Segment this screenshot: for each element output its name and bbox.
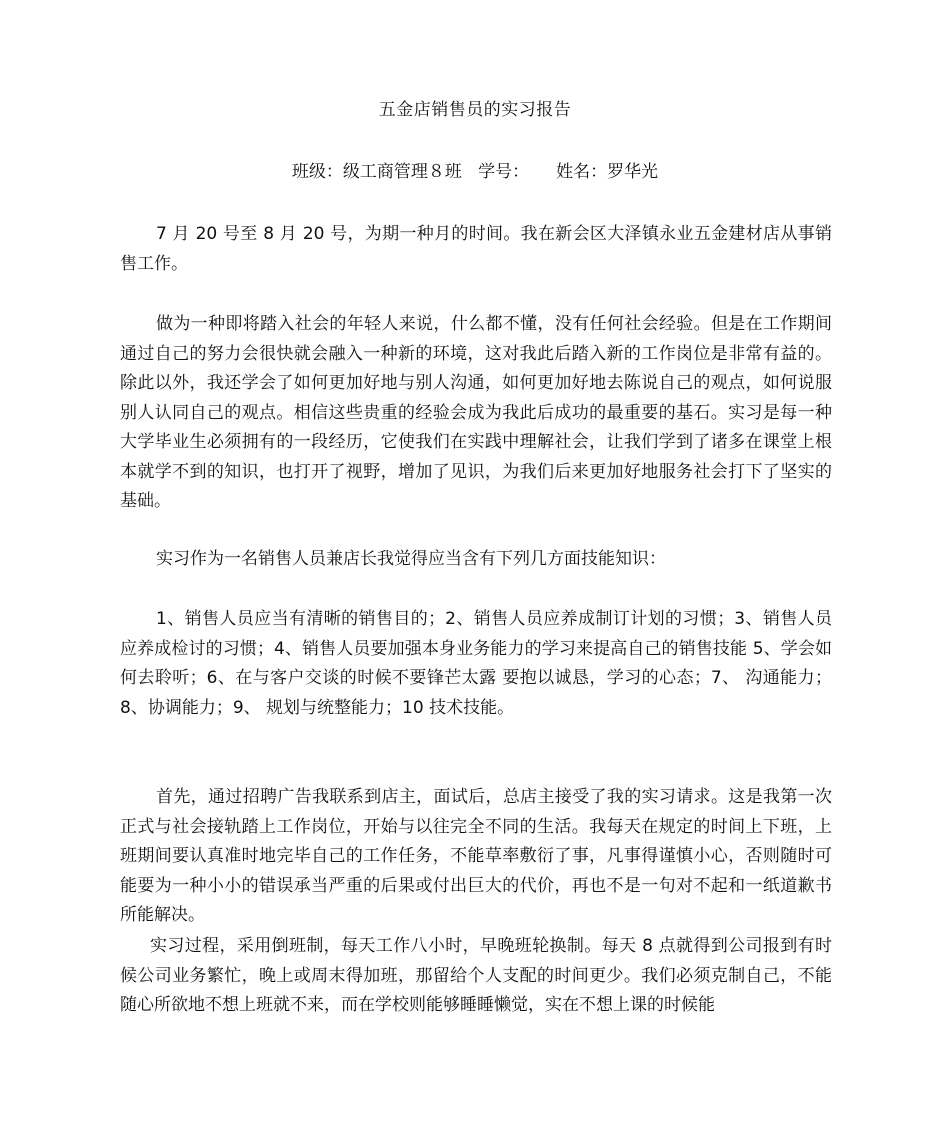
- paragraph-skills-list: 1、销售人员应当有清晰的销售目的；2、销售人员应养成制订计划的习惯；3、销售人员应养成检讨的习惯；4、销售人员要加强本身业务能力的学习来提高自己的销售技能 5、学会如何去聆听；6、在与客户交谈的时候不要锋芒太露 要抱以诚恳，学习的心态；7、 沟通能力；8、协调能力；9、 规划与统整能力；10 技术技能。: [120, 609, 832, 718]
- paragraph-skills-intro: 实习作为一名销售人员兼店长我觉得应当含有下列几方面技能知识：: [156, 549, 666, 569]
- document-meta-line: 班级：级工商管理８班 学号： 姓名：罗华光: [291, 162, 659, 182]
- paragraph-experience-gains: 做为一种即将踏入社会的年轻人来说，什么都不懂，没有任何社会经验。但是在工作期间通过自己的努力会很快就会融入一种新的环境，这对我此后踏入新的工作岗位是非常有益的。除此以外，我还学会了如何更加好地与别人沟通，如何更加好地去陈说自己的观点，如何说服别人认同自己的观点。相信这些贵重的经验会成为我此后成功的最重要的基石。实习是每一种大学毕业生必须拥有的一段经历，它使我们在实践中理解社会，让我们学到了诸多在课堂上根本就学不到的知识，也打开了视野，增加了见识，为我们后来更加好地服务社会打下了坚实的基础。: [120, 314, 832, 511]
- paragraph-first-job: 首先，通过招聘广告我联系到店主，面试后，总店主接受了我的实习请求。这是我第一次正式与社会接轨踏上工作岗位，开始与以往完全不同的生活。我每天在规定的时间上下班，上班期间要认真准时地完毕自己的工作任务，不能草率敷衍了事，凡事得谨慎小心，否则随时可能要为一种小小的错误承当严重的后果或付出巨大的代价，再也不是一句对不起和一纸道歉书所能解决。: [120, 787, 832, 925]
- paragraph-internship-period: 7 月 20 号至 8 月 20 号，为期一种月的时间。我在新会区大泽镇永业五金建材店从事销售工作。: [120, 224, 832, 274]
- paragraph-shift-schedule: 实习过程，采用倒班制，每天工作八小时，早晚班轮换制。每天 8 点就得到公司报到有时候公司业务繁忙，晚上或周末得加班，那留给个人支配的时间更少。我们必须克制自己，不能随心所欲地不想上班就不来，而在学校则能够睡睡懒觉，实在不想上课的时候能: [120, 936, 832, 1015]
- document-title: 五金店销售员的实习报告: [378, 100, 572, 120]
